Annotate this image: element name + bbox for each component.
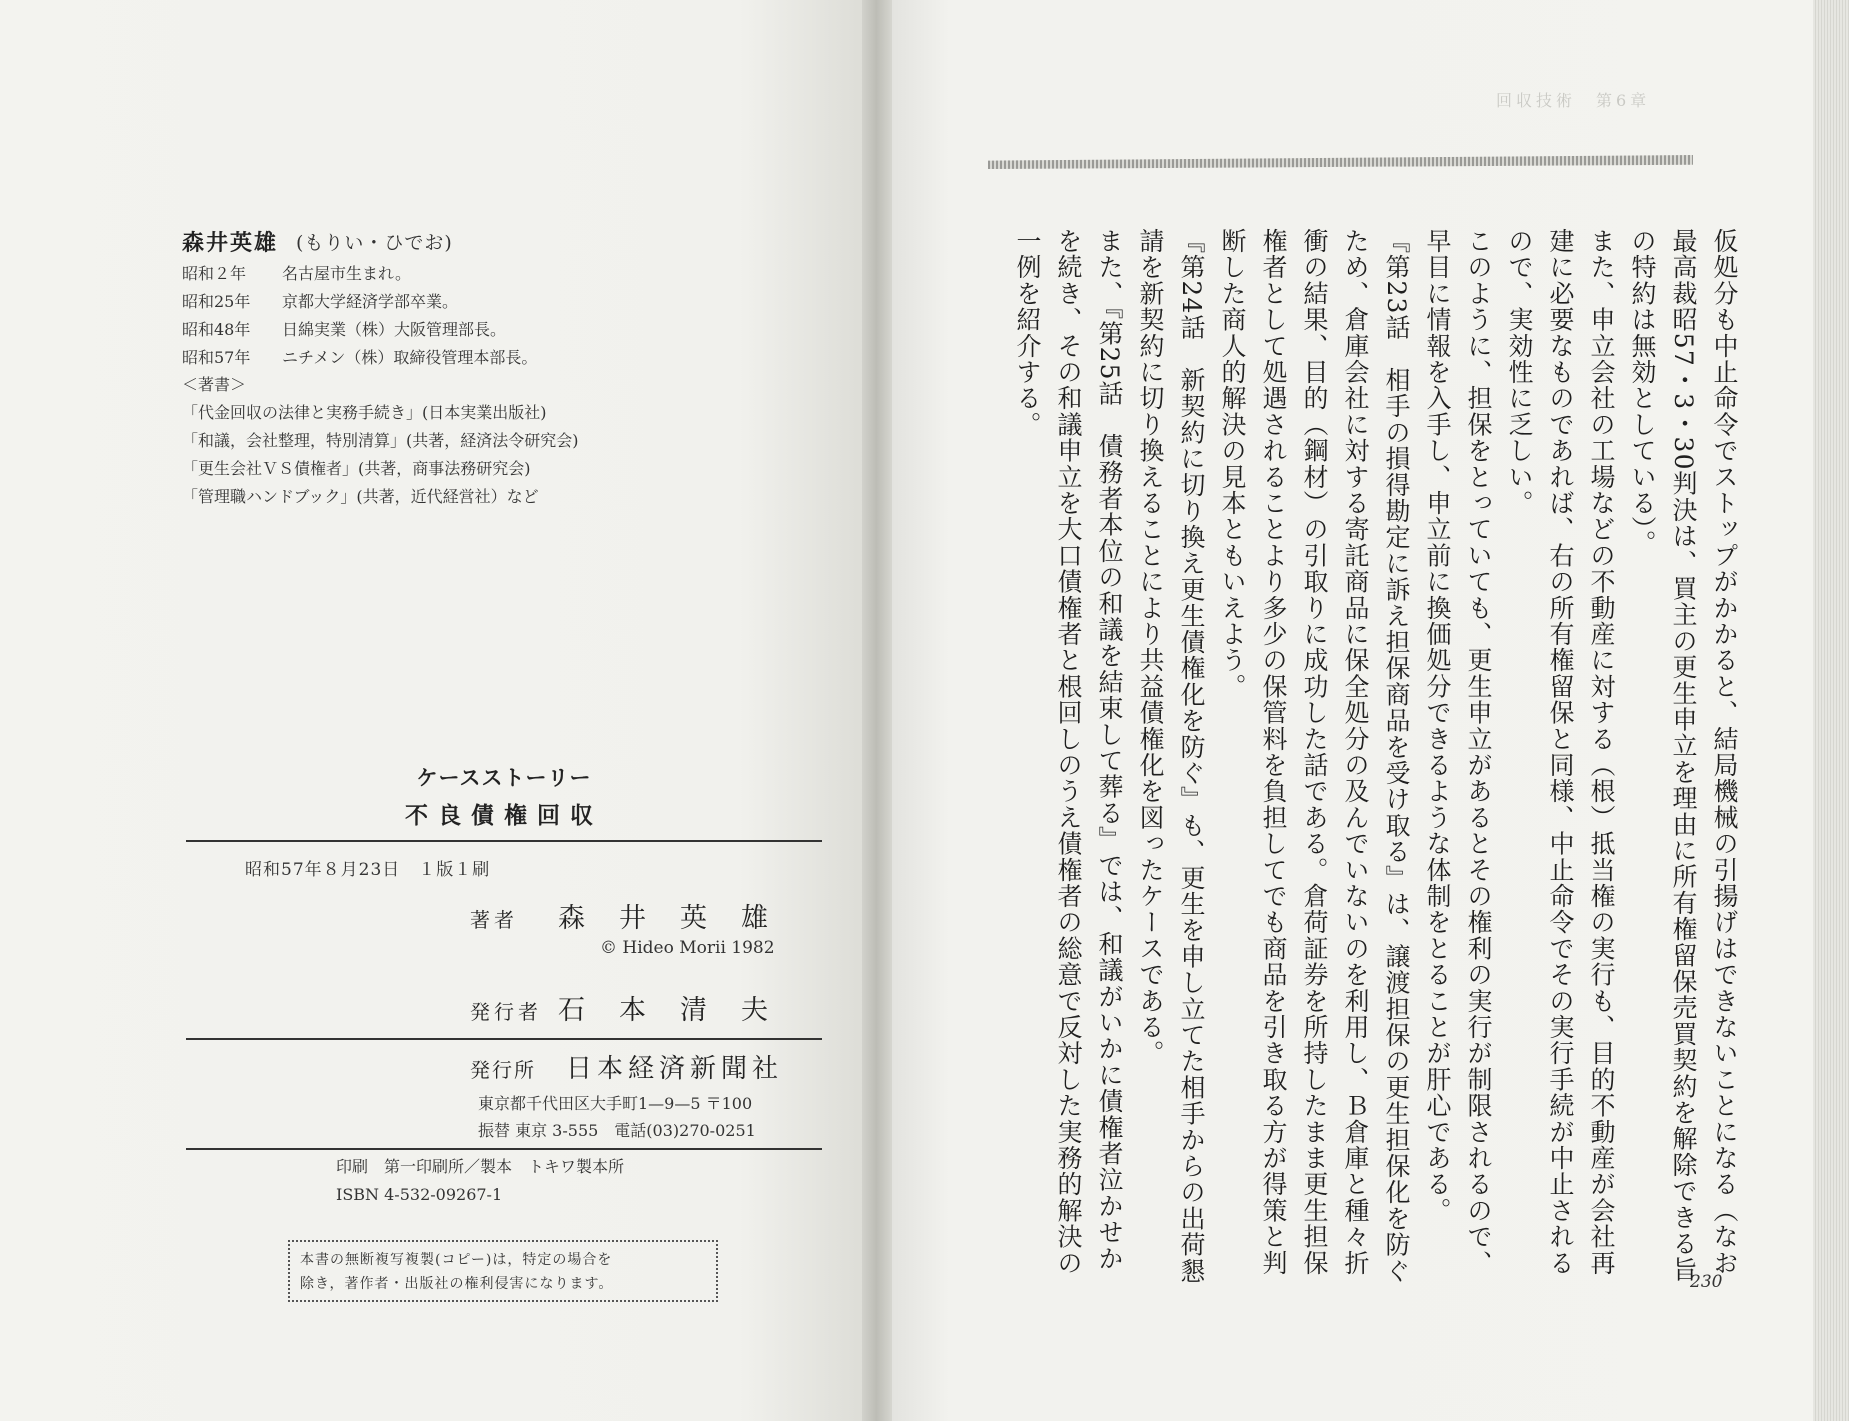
bio-text: 京都大学経済学部卒業。 <box>282 292 459 311</box>
publisher-credit <box>470 1048 783 1085</box>
author-name: 森井英雄 <box>182 230 279 256</box>
publisher-person-label: 発行者 <box>470 1000 542 1024</box>
bio-line <box>182 288 742 316</box>
book-title: 不良債権回収 <box>405 803 603 829</box>
copy-notice-line: 本書の無断複写複製(コピー)は，特定の場合を <box>300 1252 613 1268</box>
bio-text: 名古屋市生まれ。 <box>282 264 411 283</box>
publisher-phone: 振替 東京 3-555 電話(03)270-0251 <box>478 1121 756 1140</box>
publisher-label: 発行所 <box>470 1058 536 1082</box>
bio-text: 日綿実業（株）大阪管理部長。 <box>282 320 507 339</box>
body-paragraph: 『第24話 新契約に切り換え更生債権化を防ぐ』も、更生を申し立てた相手からの出荷懇請を新契約に切り換えることにより共益債権化を図ったケースである。 <box>1136 228 1206 1285</box>
copy-notice-box <box>288 1240 718 1302</box>
body-paragraph: また、『第25話 債務者本位の和議を結束して葬る』では、和議がいかに債権者泣かせかを続き、その和議申立を大口債権者と根回しのうえ債権者の総意で反対した実務的解決の一例を紹介する。 <box>1013 228 1124 1276</box>
bio-year: 昭和25年 <box>182 292 251 311</box>
page-edges <box>1813 0 1849 1421</box>
running-header: 回収技術 第6章 <box>1496 91 1651 110</box>
colophon-author-name: 森井英雄 <box>558 903 802 934</box>
works-item: 「管理職ハンドブック」(共著，近代経営社）など <box>182 487 539 506</box>
edition-date: 昭和57年８月23日 １版１刷 <box>245 860 491 880</box>
colophon-rule-middle <box>186 1038 822 1040</box>
publisher-person-credit <box>470 988 802 1027</box>
page-number: 230 <box>1690 1272 1723 1292</box>
isbn-line: ISBN 4-532-09267-1 <box>336 1185 503 1204</box>
bio-year: 昭和57年 <box>182 348 251 367</box>
works-heading: ＜著書＞ <box>182 375 247 394</box>
printer-block <box>336 1153 624 1209</box>
book-gutter <box>862 0 894 1421</box>
bio-line <box>182 344 742 372</box>
body-paragraph: 仮処分も中止命令でストップがかかると、結局機械の引揚げはできないことになる（なお最高裁昭57・3・30判決は、買主の更生申立を理由に所有権留保売買契約を解除できる旨の特約は無効としている）。 <box>1628 228 1739 1283</box>
bio-year: 昭和48年 <box>182 320 251 339</box>
works-item: 「更生会社ＶＳ債権者」(共著，商事法務研究会) <box>182 459 531 478</box>
publisher-name: 日本経済新聞社 <box>566 1054 784 1084</box>
author-credit <box>470 896 802 935</box>
body-paragraph: このように、担保をとっていても、更生申立があるとその権利の実行が制限されるので、早目に情報を入手し、申立前に換価処分できるような体制をとることが肝心である。 <box>1423 228 1493 1276</box>
publisher-address-block <box>478 1090 756 1144</box>
printer-line: 印刷 第一印刷所／製本 トキワ製本所 <box>336 1157 625 1176</box>
colophon-rule-bottom <box>186 1148 822 1150</box>
copyright-line: © Hideo Morii 1982 <box>600 938 775 958</box>
bio-line <box>182 260 742 288</box>
bio-line <box>182 316 742 344</box>
works-item: 「和議，会社整理，特別清算」(共著，経済法令研究会) <box>182 431 579 450</box>
body-paragraph: 『第23話 相手の損得勘定に訴え担保商品を受け取る』は、譲渡担保の更生担保化を防ぐため、倉庫会社に対する寄託商品に保全処分の及んでいないのを利用し、Ｂ倉庫と種々折衝の結果、目的（鋼材）の引取りに成功した話である。倉荷証券を所持したまま更生担保権者として処遇されることより多少の保管料を負担してでも商品を引き取る方が得策と判断した商人的解決の見本ともいえよう。 <box>1218 228 1411 1285</box>
publisher-person-name: 石本清夫 <box>558 995 802 1026</box>
author-label: 著者 <box>470 908 518 932</box>
author-works <box>182 371 782 511</box>
body-paragraph: また、申立会社の工場などの不動産に対する（根）抵当権の実行も、目的不動産が会社再建に必要なものであれば、右の所有権留保と同様、中止命令でその実行手続が中止されるので、実効性に乏しい。 <box>1505 228 1616 1276</box>
bio-year: 昭和２年 <box>182 264 247 283</box>
body-text <box>1010 228 1745 1288</box>
publisher-address: 東京都千代田区大手町1—9—5 〒100 <box>478 1094 753 1113</box>
series-title: ケースストーリー <box>416 766 592 790</box>
author-bio <box>182 260 742 372</box>
bio-text: ニチメン（株）取締役管理本部長。 <box>282 348 538 367</box>
author-reading: (もりい・ひでお) <box>296 232 453 254</box>
copy-notice-line: 除き，著作者・出版社の権利侵害になります。 <box>300 1276 614 1292</box>
colophon-rule-top <box>186 840 822 842</box>
works-item: 「代金回収の法律と実務手続き」(日本実業出版社) <box>182 403 547 422</box>
